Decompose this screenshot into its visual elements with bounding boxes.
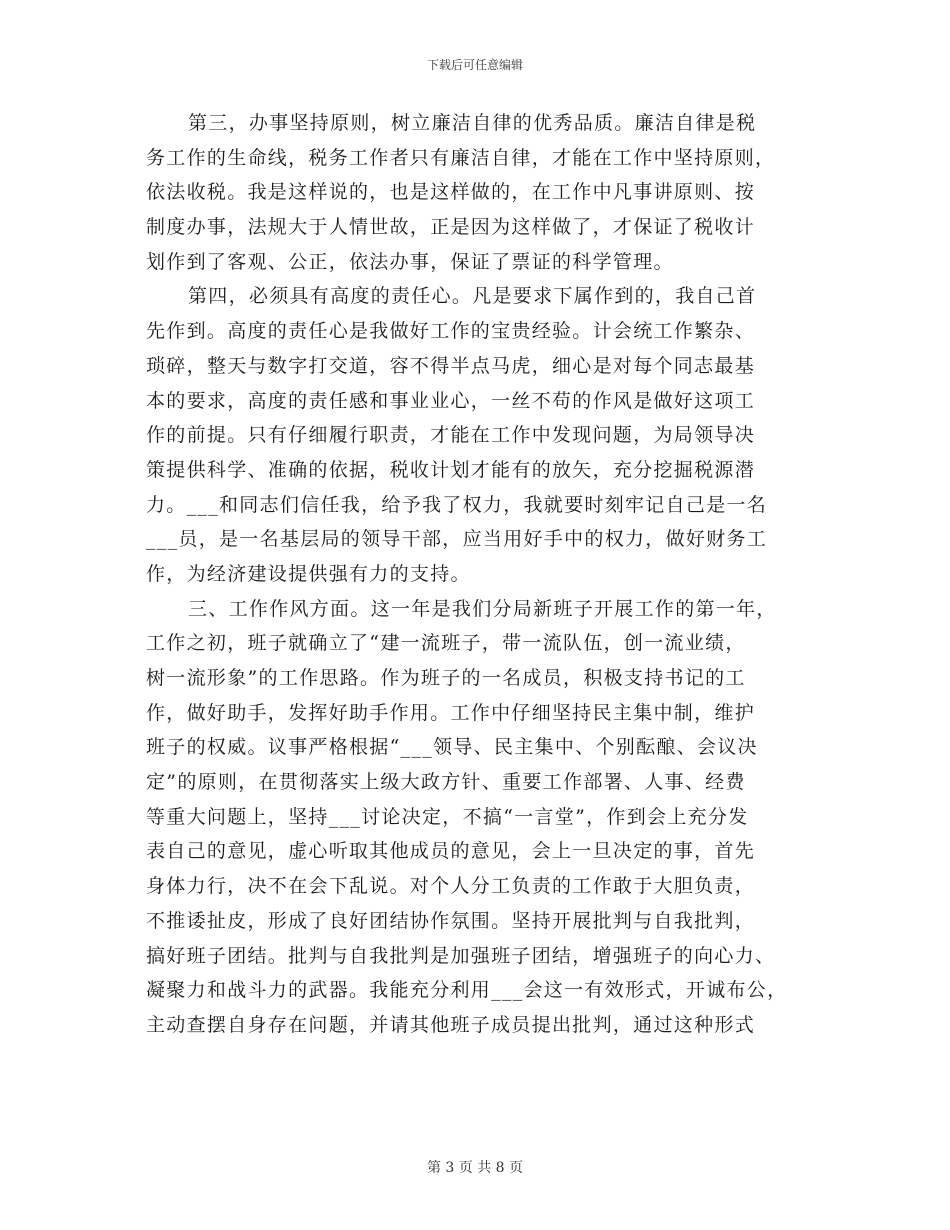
body-line: 三、工作作风方面。这一年是我们分局新班子开展工作的第一年，	[188, 597, 777, 620]
body-line: 本的要求，高度的责任感和事业业心，一丝不苟的作风是做好这项工	[146, 389, 756, 412]
body-line: 务工作的生命线，税务工作者只有廉洁自律，才能在工作中坚持原则，	[146, 146, 776, 169]
body-line: 琐碎，整天与数字打交道，容不得半点马虎，细心是对每个同志最基	[146, 354, 756, 377]
body-line: 策提供科学、准确的依据，税收计划才能有的放矢，充分挖掘税源潜	[146, 458, 756, 481]
body-line: 划作到了客观、公正，依法办事，保证了票证的科学管理。	[146, 250, 674, 273]
body-line: 搞好班子团结。批判与自我批判是加强班子团结，增强班子的向心力、	[146, 944, 776, 967]
body-line: 作，做好助手，发挥好助手作用。工作中仔细坚持民主集中制，维护	[146, 701, 756, 724]
body-line: 第四，必须具有高度的责任心。凡是要求下属作到的，我自己首	[188, 285, 757, 308]
body-line: 表自己的意见，虚心听取其他成员的意见，会上一旦决定的事，首先	[146, 840, 756, 863]
body-line: 依法收税。我是这样说的，也是这样做的，在工作中凡事讲原则、按	[146, 181, 756, 204]
body-line: 作，为经济建设提供强有力的支持。	[146, 562, 471, 585]
document-body	[146, 106, 806, 1043]
body-line: 定”的原则，在贯彻落实上级大政方针、重要工作部署、人事、经费	[146, 771, 746, 794]
page-footer: 第 3 页 共 8 页	[426, 1160, 524, 1176]
body-line: 凝聚力和战斗力的武器。我能充分利用___会这一有效形式，开诚布公，	[146, 979, 788, 1002]
body-line: 先作到。高度的责任心是我做好工作的宝贵经验。计会统工作繁杂、	[146, 320, 756, 343]
body-line: 主动查摆自身存在问题，并请其他班子成员提出批判，通过这种形式	[146, 1013, 756, 1036]
body-line: 等重大问题上，坚持___讨论决定，不搞“一言堂”，作到会上充分发	[146, 805, 749, 828]
page-header: 下载后可任意编辑	[426, 58, 523, 72]
body-line: 作的前提。只有仔细履行职责，才能在工作中发现问题，为局领导决	[146, 424, 756, 447]
body-line: 不推诿扯皮，形成了良好团结协作氛围。坚持开展批判与自我批判，	[146, 909, 756, 932]
body-line: 工作之初，班子就确立了“建一流班子，带一流队伍，创一流业绩，	[146, 632, 746, 655]
body-line: 制度办事，法规大于人情世故，正是因为这样做了，才保证了税收计	[146, 216, 756, 239]
body-line: 第三，办事坚持原则，树立廉洁自律的优秀品质。廉洁自律是税	[188, 112, 757, 134]
body-line: 班子的权威。议事严格根据“___领导、民主集中、个别酝酿、会议决	[146, 736, 758, 759]
body-line: 力。___和同志们信任我，给予我了权力，我就要时刻牢记自己是一名	[146, 493, 768, 516]
body-line: ___员，是一名基层局的领导干部，应当用好手中的权力，做好财务工	[146, 528, 768, 551]
body-line: 树一流形象”的工作思路。作为班子的一名成员，积极支持书记的工	[146, 667, 746, 689]
body-line: 身体力行，决不在会下乱说。对个人分工负责的工作敢于大胆负责，	[146, 875, 756, 898]
